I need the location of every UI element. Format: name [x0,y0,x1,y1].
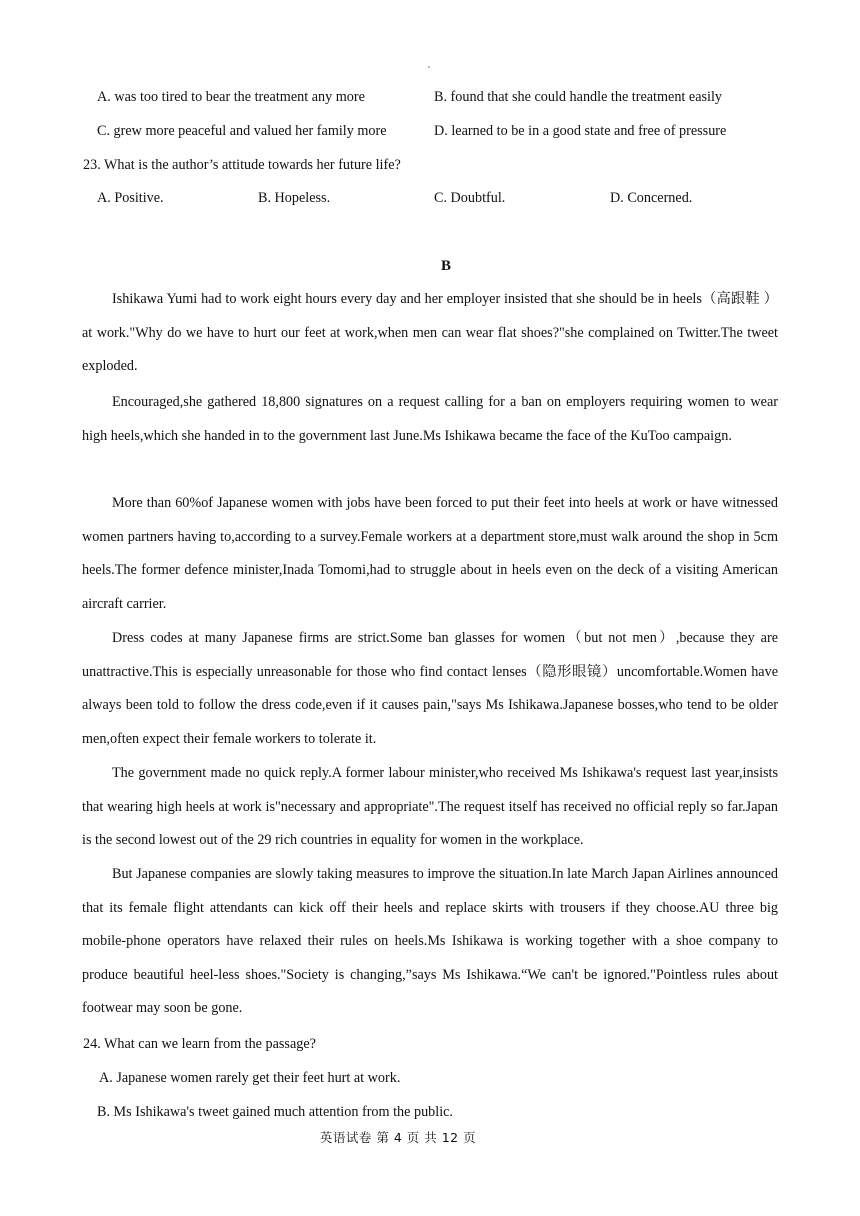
scan-speck [428,66,430,68]
passage-paragraph-4: Dress codes at many Japanese firms are strict.Some ban glasses for women（but not men）,because they are unattractive.This is especially unreasonable for those who find contact lenses（隐形眼镜）uncomfortable.Women have always been told to follow the dress code,even if it causes pain,"says Ms Ishikawa.Japanese bosses,who tend to be older men,often expect their female workers to tolerate it. [82,630,778,747]
passage-paragraph-1: Ishikawa Yumi had to work eight hours every day and her employer insisted that she should be in heels（高跟鞋 ）at work."Why do we have to hurt our feet at work,when men can wear flat shoes?"she complained on Twitter.The tweet exploded. [82,291,778,375]
q23-option-b: B. Hopeless. [258,190,331,206]
q23-option-c: C. Doubtful. [434,190,506,206]
passage-paragraph-5: The government made no quick reply.A former labour minister,who received Ms Ishikawa's request last year,insists that wearing high heels at work is"necessary and appropriate".The request itself has received no official reply so far.Japan is the second lowest out of the 29 rich countries in equality for women in the workplace. [82,765,778,849]
passage-paragraph-3: More than 60%of Japanese women with jobs have been forced to put their feet into heels at work or have witnessed women partners having to,according to a survey.Female workers at a department store,must walk around the shop in 5cm heels.The former defence minister,Inada Tomomi,had to struggle about in heels even on the deck of a visiting American aircraft carrier. [82,495,778,612]
q22-option-d: D. learned to be in a good state and free of pressure [434,123,727,139]
section-heading: B [440,258,451,274]
passage-paragraph-2: Encouraged,she gathered 18,800 signatures on a request calling for a ban on employers requiring women to wear high heels,which she handed in to the government last June.Ms Ishikawa became the face of the KuToo campaign. [82,394,778,444]
q23-option-a: A. Positive. [97,190,164,206]
q24-stem: 24. What can we learn from the passage? [83,1036,316,1052]
q22-option-c: C. grew more peaceful and valued her family more [97,123,387,139]
page-footer: 英语试卷 第 4 页 共 12 页 [319,1130,477,1145]
q24-option-a: A. Japanese women rarely get their feet hurt at work. [99,1070,401,1086]
passage-paragraph-6: But Japanese companies are slowly taking measures to improve the situation.In late March Japan Airlines announced that its female flight attendants can kick off their heels and replace skirts with trousers if they choose.AU three big mobile-phone operators have relaxed their rules on heels.Ms Ishikawa is working together with a shoe company to produce beautiful heel-less shoes."Society is changing,”says Ms Ishikawa.“We can't be ignored."Pointless rules about footwear may soon be gone. [82,866,778,1017]
q22-option-b: B. found that she could handle the treatment easily [434,89,723,105]
q24-option-b: B. Ms Ishikawa's tweet gained much attention from the public. [97,1104,453,1120]
q22-option-a: A. was too tired to bear the treatment any more [97,89,365,105]
q23-stem: 23. What is the author’s attitude towards her future life? [83,157,401,173]
q23-option-d: D. Concerned. [610,190,693,206]
